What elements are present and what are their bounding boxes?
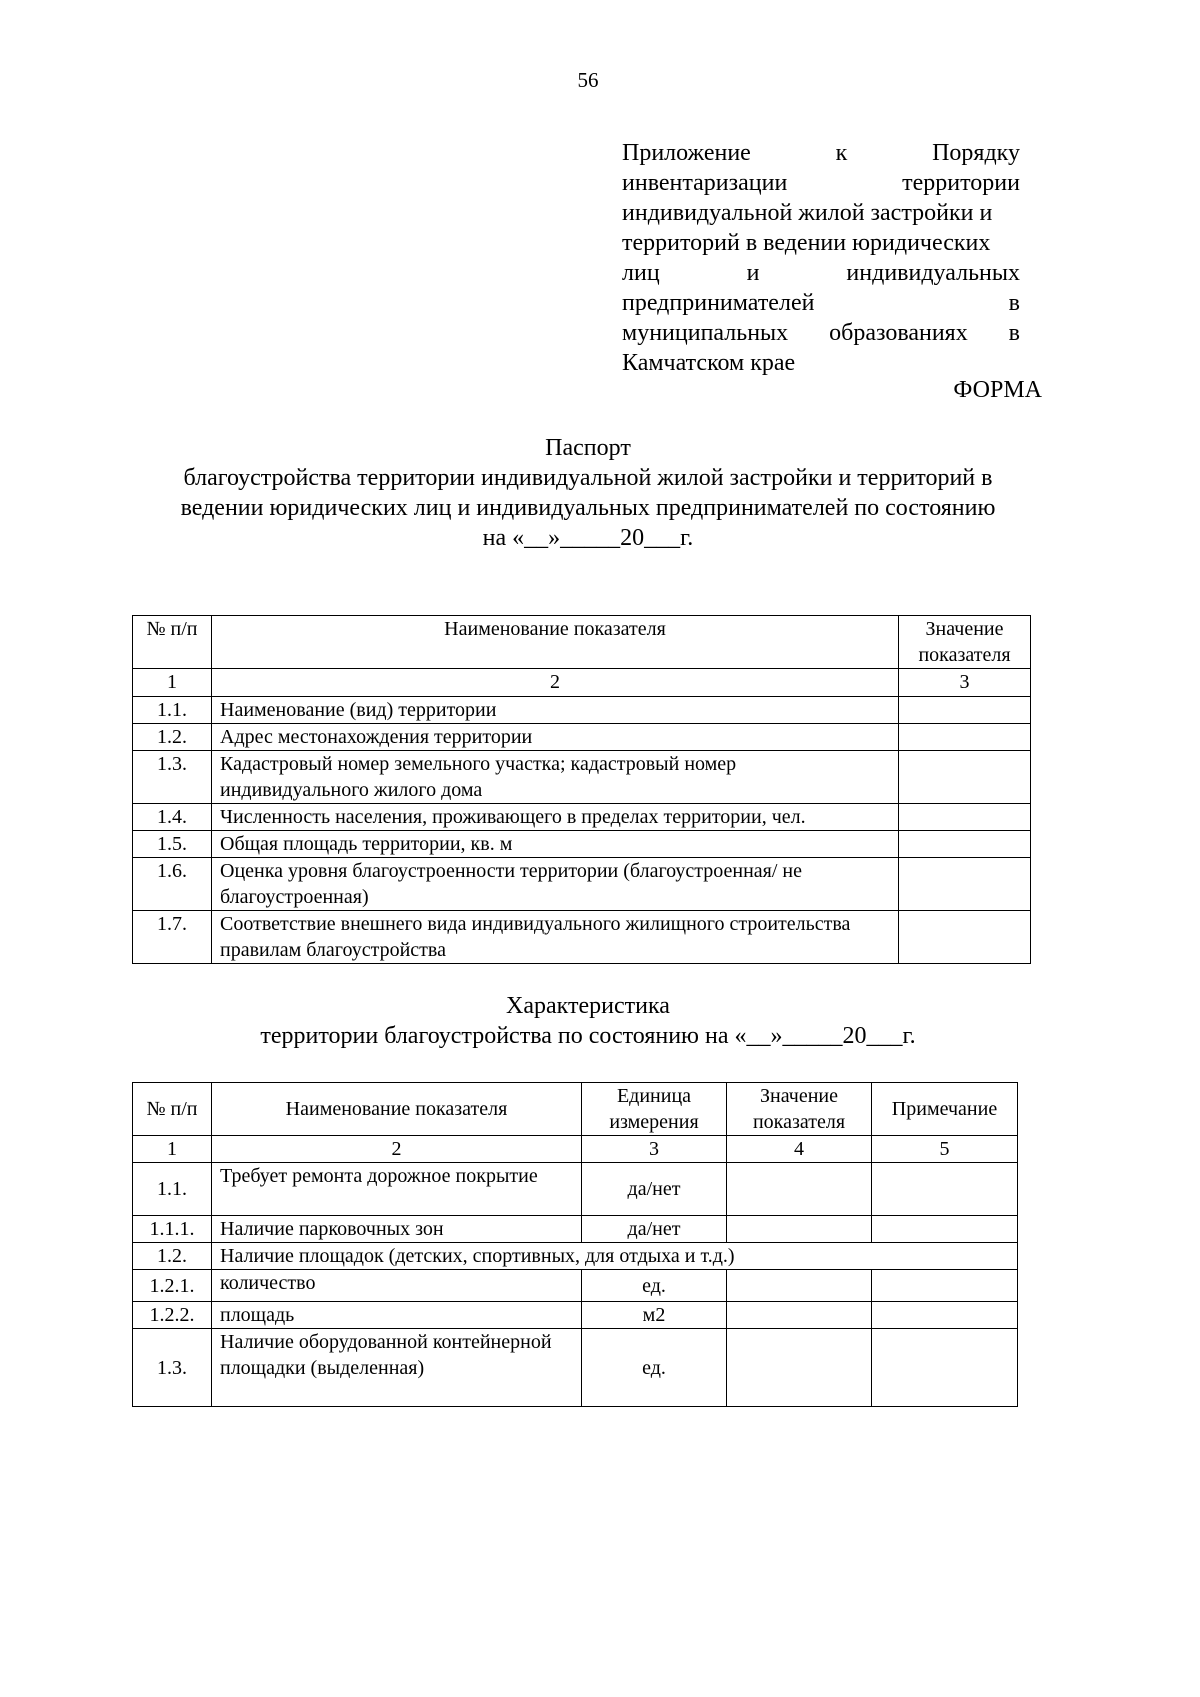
title-line: территории благоустройства по состоянию на «__»_____20___г.: [260, 1023, 916, 1049]
row-number: 1.6.: [133, 858, 212, 911]
row-number: 1.3.: [133, 751, 212, 804]
row-value-cell: [899, 804, 1031, 831]
row-name: Кадастровый номер земельного участка; кадастровый номер индивидуального жилого дома: [212, 751, 899, 804]
title-line: благоустройства территории индивидуальной жилой застройки и территорий в: [183, 465, 993, 491]
header-value: Значение показателя: [727, 1083, 872, 1136]
row-number: 1.5.: [133, 831, 212, 858]
row-value-cell: [727, 1216, 872, 1243]
title-line: на «__»_____20___г.: [482, 525, 694, 551]
table-header-row: [133, 1083, 1018, 1136]
row-name: количество: [212, 1270, 582, 1302]
passport-table: [132, 615, 1031, 964]
col-number: 3: [582, 1136, 727, 1163]
row-value-cell: [899, 697, 1031, 724]
row-unit: м2: [582, 1302, 727, 1329]
col-number: 2: [212, 1136, 582, 1163]
table-row: [133, 1302, 1018, 1329]
table-row: [133, 724, 1031, 751]
appendix-note: [622, 138, 1020, 378]
header-note: Примечание: [872, 1083, 1018, 1136]
table-row: [133, 858, 1031, 911]
row-unit: да/нет: [582, 1163, 727, 1216]
row-value-cell: [899, 831, 1031, 858]
header-name: Наименование показателя: [212, 1083, 582, 1136]
table-row: [133, 697, 1031, 724]
row-note-cell: [872, 1216, 1018, 1243]
passport-title: [0, 433, 1176, 553]
appendix-line: предпринимателей в: [622, 290, 1020, 316]
column-number-row: [133, 669, 1031, 697]
appendix-line: инвентаризации территории: [622, 170, 1020, 196]
row-number: 1.1.: [133, 1163, 212, 1216]
col-number: 1: [133, 1136, 212, 1163]
row-name: площадь: [212, 1302, 582, 1329]
table-row: [133, 1243, 1018, 1270]
table-header-row: [133, 616, 1031, 669]
row-value-cell: [899, 724, 1031, 751]
row-name: Наличие парковочных зон: [212, 1216, 582, 1243]
row-name: Требует ремонта дорожное покрытие: [212, 1163, 582, 1216]
row-unit: да/нет: [582, 1216, 727, 1243]
appendix-line: Приложение к Порядку: [622, 140, 1020, 166]
page-number: 56: [577, 68, 599, 92]
row-unit: ед.: [582, 1270, 727, 1302]
row-name: Наличие оборудованной контейнерной площадки (выделенная): [212, 1329, 582, 1407]
col-number: 5: [872, 1136, 1018, 1163]
characteristics-title: [0, 991, 1176, 1051]
row-value-cell: [899, 858, 1031, 911]
title-line: ведении юридических лиц и индивидуальных предпринимателей по состоянию: [180, 495, 996, 521]
row-number: 1.1.1.: [133, 1216, 212, 1243]
col-number: 1: [133, 669, 212, 697]
row-number: 1.2.: [133, 724, 212, 751]
appendix-line: лиц и индивидуальных: [622, 260, 1020, 286]
row-value-cell: [899, 751, 1031, 804]
header-num: № п/п: [133, 1083, 212, 1136]
col-number: 2: [212, 669, 899, 697]
row-note-cell: [872, 1163, 1018, 1216]
table-row: [133, 804, 1031, 831]
row-name: Общая площадь территории, кв. м: [212, 831, 899, 858]
appendix-line: индивидуальной жилой застройки и: [622, 200, 993, 226]
row-name: Адрес местонахождения территории: [212, 724, 899, 751]
row-number: 1.2.1.: [133, 1270, 212, 1302]
row-note-cell: [872, 1329, 1018, 1407]
row-value-cell: [727, 1329, 872, 1407]
row-number: 1.7.: [133, 911, 212, 964]
title-line: Паспорт: [545, 435, 631, 461]
row-value-cell: [727, 1302, 872, 1329]
header-num: № п/п: [133, 616, 212, 669]
row-value-cell: [727, 1163, 872, 1216]
col-number: 3: [899, 669, 1031, 697]
row-note-cell: [872, 1270, 1018, 1302]
column-number-row: [133, 1136, 1018, 1163]
form-label: ФОРМА: [953, 377, 1042, 403]
row-number: 1.2.: [133, 1243, 212, 1270]
appendix-line: территорий в ведении юридических: [622, 230, 991, 256]
table-row: [133, 1216, 1018, 1243]
header-unit: Единица измерения: [582, 1083, 727, 1136]
row-number: 1.2.2.: [133, 1302, 212, 1329]
row-name: Соответствие внешнего вида индивидуального жилищного строительства правилам благоустройства: [212, 911, 899, 964]
row-unit: ед.: [582, 1329, 727, 1407]
table-row: [133, 911, 1031, 964]
table-row: [133, 1329, 1018, 1407]
row-number: 1.1.: [133, 697, 212, 724]
table-row: [133, 751, 1031, 804]
table-row: [133, 831, 1031, 858]
row-value-cell: [727, 1270, 872, 1302]
table-row: [133, 1270, 1018, 1302]
row-note-cell: [872, 1302, 1018, 1329]
appendix-line: Камчатском крае: [622, 350, 796, 376]
row-name: Наличие площадок (детских, спортивных, для отдыха и т.д.): [212, 1243, 1018, 1270]
row-name: Наименование (вид) территории: [212, 697, 899, 724]
header-value: Значение показателя: [899, 616, 1031, 669]
row-value-cell: [899, 911, 1031, 964]
characteristics-table: [132, 1082, 1018, 1407]
col-number: 4: [727, 1136, 872, 1163]
row-name: Оценка уровня благоустроенности территории (благоустроенная/ не благоустроенная): [212, 858, 899, 911]
appendix-line: муниципальных образованиях в: [622, 320, 1020, 346]
row-number: 1.3.: [133, 1329, 212, 1407]
table-row: [133, 1163, 1018, 1216]
title-line: Характеристика: [506, 993, 670, 1019]
row-number: 1.4.: [133, 804, 212, 831]
header-name: Наименование показателя: [212, 616, 899, 669]
row-name: Численность населения, проживающего в пределах территории, чел.: [212, 804, 899, 831]
